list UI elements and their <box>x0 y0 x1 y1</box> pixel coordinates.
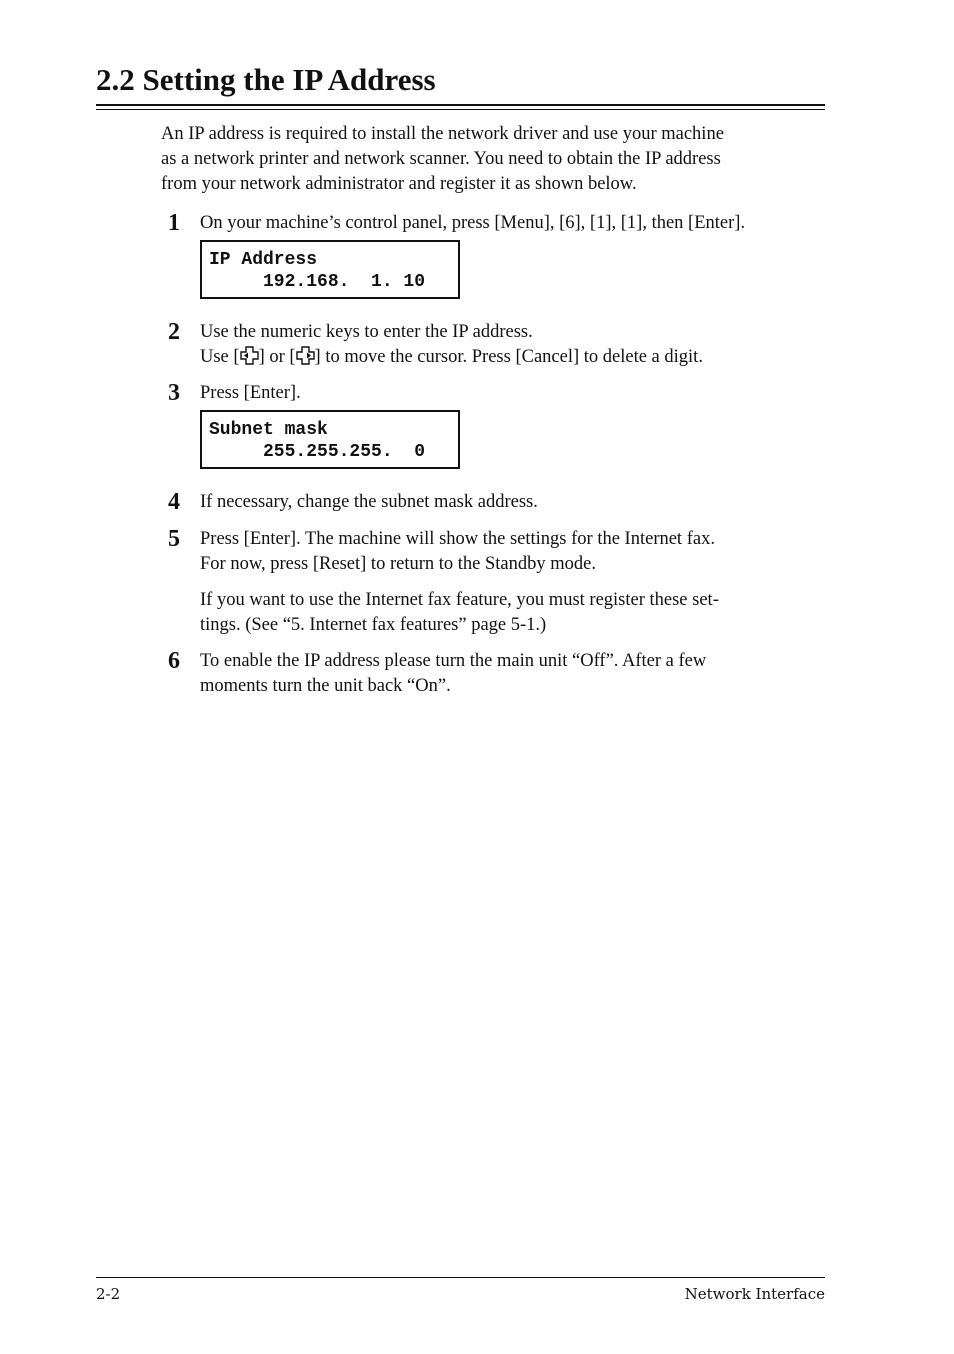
lcd-line: 255.255.255. 0 <box>209 442 426 462</box>
step-note: If you want to use the Internet fax feature, you must register these set- <box>200 590 719 610</box>
footer-section-title: Network Interface <box>684 1285 825 1303</box>
lcd-line: 192.168. 1. 10 <box>209 272 426 292</box>
footer-rule <box>96 1277 825 1278</box>
intro-paragraph <box>161 122 826 197</box>
step-number: 5 <box>168 526 180 552</box>
step-note: tings. (See “5. Internet fax features” page 5-1.) <box>200 615 547 635</box>
step-text: Press [Enter]. The machine will show the settings for the Internet fax. <box>200 529 715 549</box>
step-number: 3 <box>168 380 180 406</box>
step-text-part: ] to move the cursor. Press [Cancel] to delete a digit. <box>314 347 703 367</box>
lcd-display-ip-address <box>200 240 460 299</box>
title-rule <box>96 104 825 106</box>
page-number: 2-2 <box>96 1285 121 1303</box>
step-text: To enable the IP address please turn the main unit “Off”. After a few <box>200 651 707 671</box>
step-text-part: Use [ <box>200 347 240 367</box>
lcd-display-subnet-mask <box>200 410 460 469</box>
step-text: If necessary, change the subnet mask address. <box>200 492 538 512</box>
cursor-right-key-icon <box>296 346 315 365</box>
step-text: For now, press [Reset] to return to the Standby mode. <box>200 554 596 574</box>
step-text: Press [Enter]. <box>200 383 301 403</box>
step-text: Use the numeric keys to enter the IP address. <box>200 322 533 342</box>
lcd-line: IP Address <box>209 250 318 270</box>
page-title: 2.2 Setting the IP Address <box>96 62 436 97</box>
step-number: 2 <box>168 319 180 345</box>
step-text <box>200 345 830 370</box>
step-text-part: ] or [ <box>258 347 296 367</box>
lcd-line: Subnet mask <box>209 420 328 440</box>
step-text: On your machine’s control panel, press [Menu], [6], [1], [1], then [Enter]. <box>200 213 746 233</box>
intro-line: as a network printer and network scanner. You need to obtain the IP address <box>161 149 721 169</box>
step-text: moments turn the unit back “On”. <box>200 676 451 696</box>
step-number: 4 <box>168 489 180 515</box>
intro-line: An IP address is required to install the network driver and use your machine <box>161 124 724 144</box>
step-number: 6 <box>168 648 180 674</box>
title-rule-thin <box>96 109 825 110</box>
step-number: 1 <box>168 210 180 236</box>
cursor-left-key-icon <box>240 346 259 365</box>
intro-line: from your network administrator and register it as shown below. <box>161 174 637 194</box>
